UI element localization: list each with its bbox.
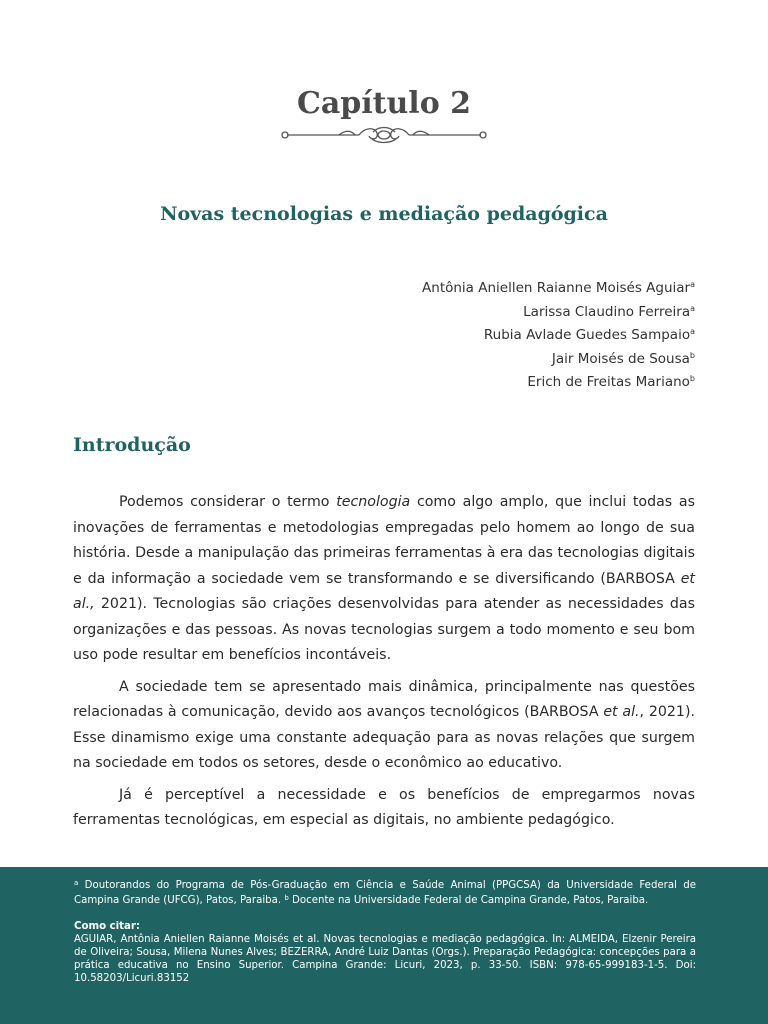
affiliation-note: $^a$ Doutorandos do Programa de Pós-Graduação em Ciência e Saúde Animal (PPGCSA) da Universidade Federal de Campina Grande (UFCG), Patos, Paraiba. $^b$ Docente na Universidade Federal de Campina Grande, Patos, Paraiba. [74,879,696,906]
citation-text: AGUIAR, Antônia Aniellen Raianne Moisés et al. Novas tecnologias e mediação pedagógica. In: ALMEIDA, Elzenir Pereira de Oliveira; Sousa, Milena Nunes Alves; BEZERRA, André Luiz Dantas (Orgs.). Preparação Pedagógica: concepções para a prática educativa no Ensino Superior. Campina Grande: Licuri, 2023, p. 33-50. ISBN: 978-65-999183-1-5. Doi: 10.58203/Licuri.83152 [74,934,696,984]
author-line: Jair Moisés de Sousa$^b$ [551,350,695,367]
author-line: Antônia Aniellen Raianne Moisés Aguiar$^a$ [422,280,695,296]
paragraph: Podemos considerar o termo tecnologia como algo amplo, que inclui todas as inovações de ferramentas e metodologias empregadas pelo homem ao longo de sua história. Desde a manipulação das primeiras ferramentas à era das tecnologias digitais e da informação a sociedade vem se transformando e se diversificando (BARBOSA et al., 2021). Tecnologias são criações desenvolvidas para atender as necessidades das organizações e das pessoas. As novas tecnologias surgem a todo momento e seu bom uso pode resultar em benefícios incontáveis. [73,494,695,663]
author-line: Larissa Claudino Ferreira$^a$ [523,303,695,320]
footer-notes [0,867,768,1024]
paragraph: Já é perceptível a necessidade e os benefícios de empregarmos novas ferramentas tecnológicas, em especial as digitais, no ambiente pedagógico. [73,786,695,828]
chapter-title: Capítulo 2 [296,86,472,121]
section-heading: Introdução [73,434,191,456]
author-line: Rubia Avlade Guedes Sampaio$^a$ [483,327,695,343]
author-line: Erich de Freitas Mariano$^b$ [527,374,695,390]
author-list [422,275,695,393]
citation-label: Como citar: [74,921,141,932]
chapter-subtitle: Novas tecnologias e mediação pedagógica [160,203,608,225]
body-text [73,490,695,840]
paragraph: A sociedade tem se apresentado mais dinâmica, principalmente nas questões relacionadas à comunicação, devido aos avanços tecnológicos (BARBOSA et al., 2021). Esse dinamismo exige uma constante adequação para as novas relações que surgem na sociedade em todos os setores, desde o econômico ao educativo. [73,678,695,771]
ornament-divider-icon [279,124,489,146]
